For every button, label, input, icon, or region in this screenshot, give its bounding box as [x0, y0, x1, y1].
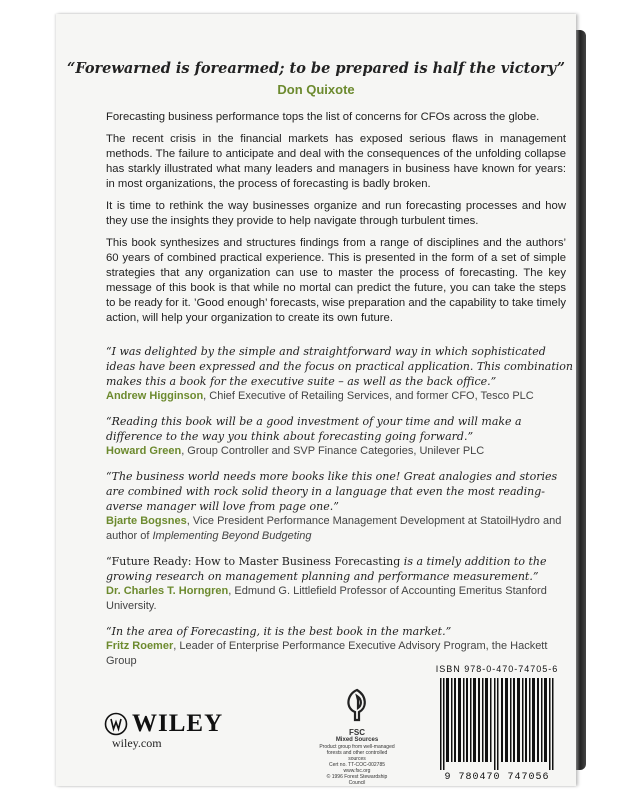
barcode	[432, 664, 562, 783]
fsc-desc: Product group from well-managed forests and other controlled sources	[319, 744, 395, 762]
blurb	[106, 110, 566, 333]
testimonial-role: , Vice President Performance Management Development at StatoilHydro and author of	[106, 515, 562, 542]
testimonial-name: Andrew Higginson	[106, 390, 204, 402]
testimonial-quote-rest: is a timely addition to the growing research on management planning and performance measurement.”	[106, 555, 547, 583]
testimonial	[106, 624, 576, 669]
fsc-cert: Cert no. TT-COC-002785	[328, 762, 386, 768]
epigraph-author: Don Quixote	[277, 82, 355, 97]
testimonial	[106, 414, 576, 459]
wiley-logo	[104, 710, 223, 738]
book-back-cover	[56, 14, 576, 786]
testimonial-name: Howard Green	[106, 445, 182, 457]
testimonial	[106, 554, 576, 614]
fsc-label: FSC	[349, 728, 365, 737]
fsc-site: www.fsc.org	[343, 768, 371, 774]
epigraph-quote: “Forewarned is forearmed; to be prepared is half the victory”	[67, 60, 565, 77]
blurb-paragraph: The recent crisis in the financial markets has exposed serious flaws in management methods. The failure to anticipate and deal with the consequences of the unfolding collapse has starkly illustrated what many leaders and managers in business have known for years: in most organizations, the process of forecasting is badly broken.	[106, 133, 566, 190]
fsc-logo	[318, 686, 396, 786]
testimonial-attribution	[106, 444, 576, 459]
testimonials	[106, 344, 576, 679]
fsc-copyright: © 1996 Forest Stewardship Council	[326, 774, 388, 786]
testimonial-role: , Group Controller and SVP Finance Categories, Unilever PLC	[181, 445, 485, 457]
blurb-paragraph: Forecasting business performance tops the list of concerns for CFOs across the globe.	[106, 111, 540, 123]
testimonial-quote: “I was delighted by the simple and straightforward way in which sophisticated ideas have been expressed and the focus on practical application. This combination makes this a book for the executive suite – as well as the back office.”	[106, 345, 573, 388]
testimonial-quote: “The business world needs more books like this one! Great analogies and stories are combined with rock solid theory in a language that even the most reading-averse manager will love from page one.”	[106, 470, 558, 513]
testimonial-attribution	[106, 584, 576, 614]
publisher-name: WILEY	[132, 710, 224, 737]
barcode-digits: 9 780470 747056	[444, 772, 550, 783]
book-spine-edge	[576, 30, 586, 770]
testimonial-quote	[106, 554, 576, 584]
testimonial-book-title: Implementing Beyond Budgeting	[152, 530, 312, 542]
blurb-paragraph: This book synthesizes and structures findings from a range of disciplines and the authors’ 60 years of combined practical experience. This is presented in the form of a set of simple strategies that any organization can use to master the process of forecasting. The key message of this book is that while no mortal can predict the future, you can take the steps to be ready for it. ’Good enough’ forecasts, wise preparation and the capability to take timely action, will help your organization to create its own future.	[106, 237, 566, 324]
testimonial-name: Dr. Charles T. Horngren	[106, 585, 229, 597]
fsc-tree-icon	[337, 686, 377, 726]
testimonial	[106, 469, 576, 544]
testimonial-attribution	[106, 389, 576, 404]
isbn-label: ISBN 978-0-470-74705-6	[435, 664, 559, 674]
testimonial-role: , Leader of Enterprise Performance Executive Advisory Program, the Hackett Group	[106, 640, 548, 667]
testimonial-attribution	[106, 514, 576, 544]
testimonial	[106, 344, 576, 404]
blurb-paragraph: It is time to rethink the way businesses organize and run forecasting processes and how they use the insights they provide to help navigate through turbulent times.	[106, 200, 566, 227]
publisher-url: wiley.com	[112, 736, 162, 750]
testimonial-name: Fritz Roemer	[106, 640, 174, 652]
wiley-logo-icon	[104, 712, 128, 736]
publisher-logo	[104, 710, 223, 751]
testimonial-name: Bjarte Bogsnes	[106, 515, 187, 527]
testimonial-quote: “In the area of Forecasting, it is the best book in the market.”	[106, 625, 452, 638]
barcode-bars	[432, 678, 562, 770]
fsc-mixed: Mixed Sources	[335, 737, 379, 743]
testimonial-role: , Chief Executive of Retailing Services, and former CFO, Tesco PLC	[203, 390, 534, 402]
testimonial-role: , Edmund G. Littlefield Professor of Accounting Emeritus Stanford University.	[106, 585, 547, 612]
testimonial-book-title: “Future Ready: How to Master Business Forecasting	[106, 555, 401, 568]
testimonial-quote: “Reading this book will be a good investment of your time and will make a difference to the way you think about forecasting going forward.”	[106, 415, 522, 443]
